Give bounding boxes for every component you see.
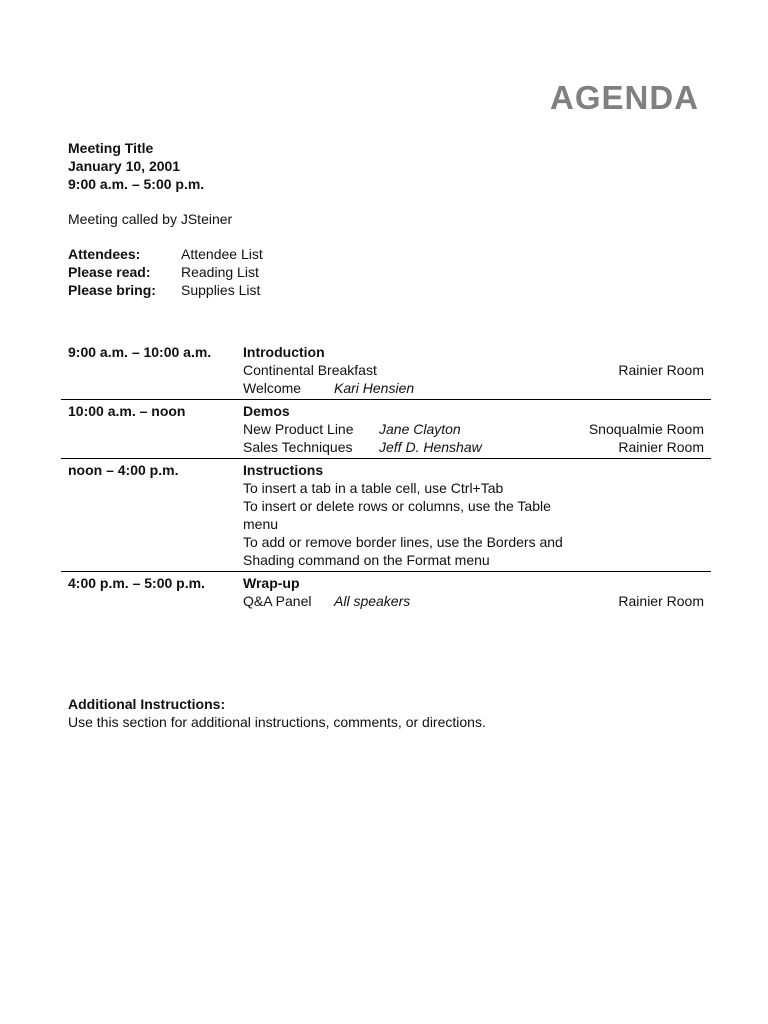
info-label: Attendees:: [68, 246, 141, 262]
agenda-row: [61, 572, 711, 612]
detail-person: All speakers: [334, 593, 411, 609]
detail-item: Continental Breakfast: [243, 362, 377, 378]
additional-label: Additional Instructions:: [68, 696, 226, 712]
info-label: Please read:: [68, 264, 151, 280]
agenda-content: [243, 574, 704, 610]
agenda-time: 9:00 a.m. – 10:00 a.m.: [68, 344, 212, 360]
instruction-text: To insert or delete rows or columns, use the Table menu: [243, 498, 551, 532]
meeting-time: 9:00 a.m. – 5:00 p.m.: [68, 176, 205, 192]
agenda-time: noon – 4:00 p.m.: [68, 462, 179, 478]
agenda-row: [61, 400, 711, 459]
info-label: Please bring:: [68, 282, 156, 298]
detail-room: Rainier Room: [618, 439, 704, 455]
meeting-header: [68, 139, 204, 193]
info-value: Attendee List: [181, 246, 263, 262]
detail-item: Q&A Panel: [243, 593, 312, 609]
agenda-row: [61, 459, 711, 572]
agenda-content: [243, 402, 704, 456]
agenda-time: 4:00 p.m. – 5:00 p.m.: [68, 575, 205, 591]
additional-instructions: [68, 695, 486, 731]
info-row-attendees: [68, 245, 263, 263]
meeting-date: January 10, 2001: [68, 158, 181, 174]
agenda-table: [61, 341, 711, 612]
detail-room: Snoqualmie Room: [588, 421, 704, 437]
agenda-topic: Demos: [243, 403, 290, 419]
agenda-topic: Instructions: [243, 462, 324, 478]
detail-room: Rainier Room: [618, 593, 704, 609]
info-block: [68, 245, 263, 299]
info-value: Reading List: [181, 264, 259, 280]
info-value: Supplies List: [181, 282, 261, 298]
agenda-row: [61, 341, 711, 400]
info-row-please-read: [68, 263, 263, 281]
agenda-time: 10:00 a.m. – noon: [68, 403, 186, 419]
detail-person: Jeff D. Henshaw: [379, 439, 482, 455]
info-row-please-bring: [68, 281, 263, 299]
instruction-text: To insert a tab in a table cell, use Ctrl+Tab: [243, 480, 504, 496]
agenda-detail-line: [243, 361, 704, 379]
detail-person: Jane Clayton: [379, 421, 461, 437]
agenda-detail-line: [243, 420, 704, 438]
agenda-detail-line: [243, 438, 704, 456]
page-title: AGENDA: [549, 79, 699, 116]
agenda-detail-line: [243, 379, 704, 397]
detail-item: New Product Line: [243, 421, 354, 437]
agenda-topic: Introduction: [243, 344, 325, 360]
detail-item: Sales Techniques: [243, 439, 353, 455]
meeting-called-by: Meeting called by JSteiner: [68, 211, 233, 227]
additional-text: Use this section for additional instructions, comments, or directions.: [68, 714, 486, 730]
detail-room: Rainier Room: [618, 362, 704, 378]
meeting-title: Meeting Title: [68, 140, 154, 156]
agenda-content: [243, 461, 704, 569]
detail-person: Kari Hensien: [334, 380, 415, 396]
agenda-topic: Wrap-up: [243, 575, 300, 591]
detail-item: Welcome: [243, 380, 302, 396]
agenda-detail-line: [243, 592, 704, 610]
agenda-content: [243, 343, 704, 397]
instruction-text: To add or remove border lines, use the Borders and Shading command on the Format menu: [243, 534, 563, 568]
